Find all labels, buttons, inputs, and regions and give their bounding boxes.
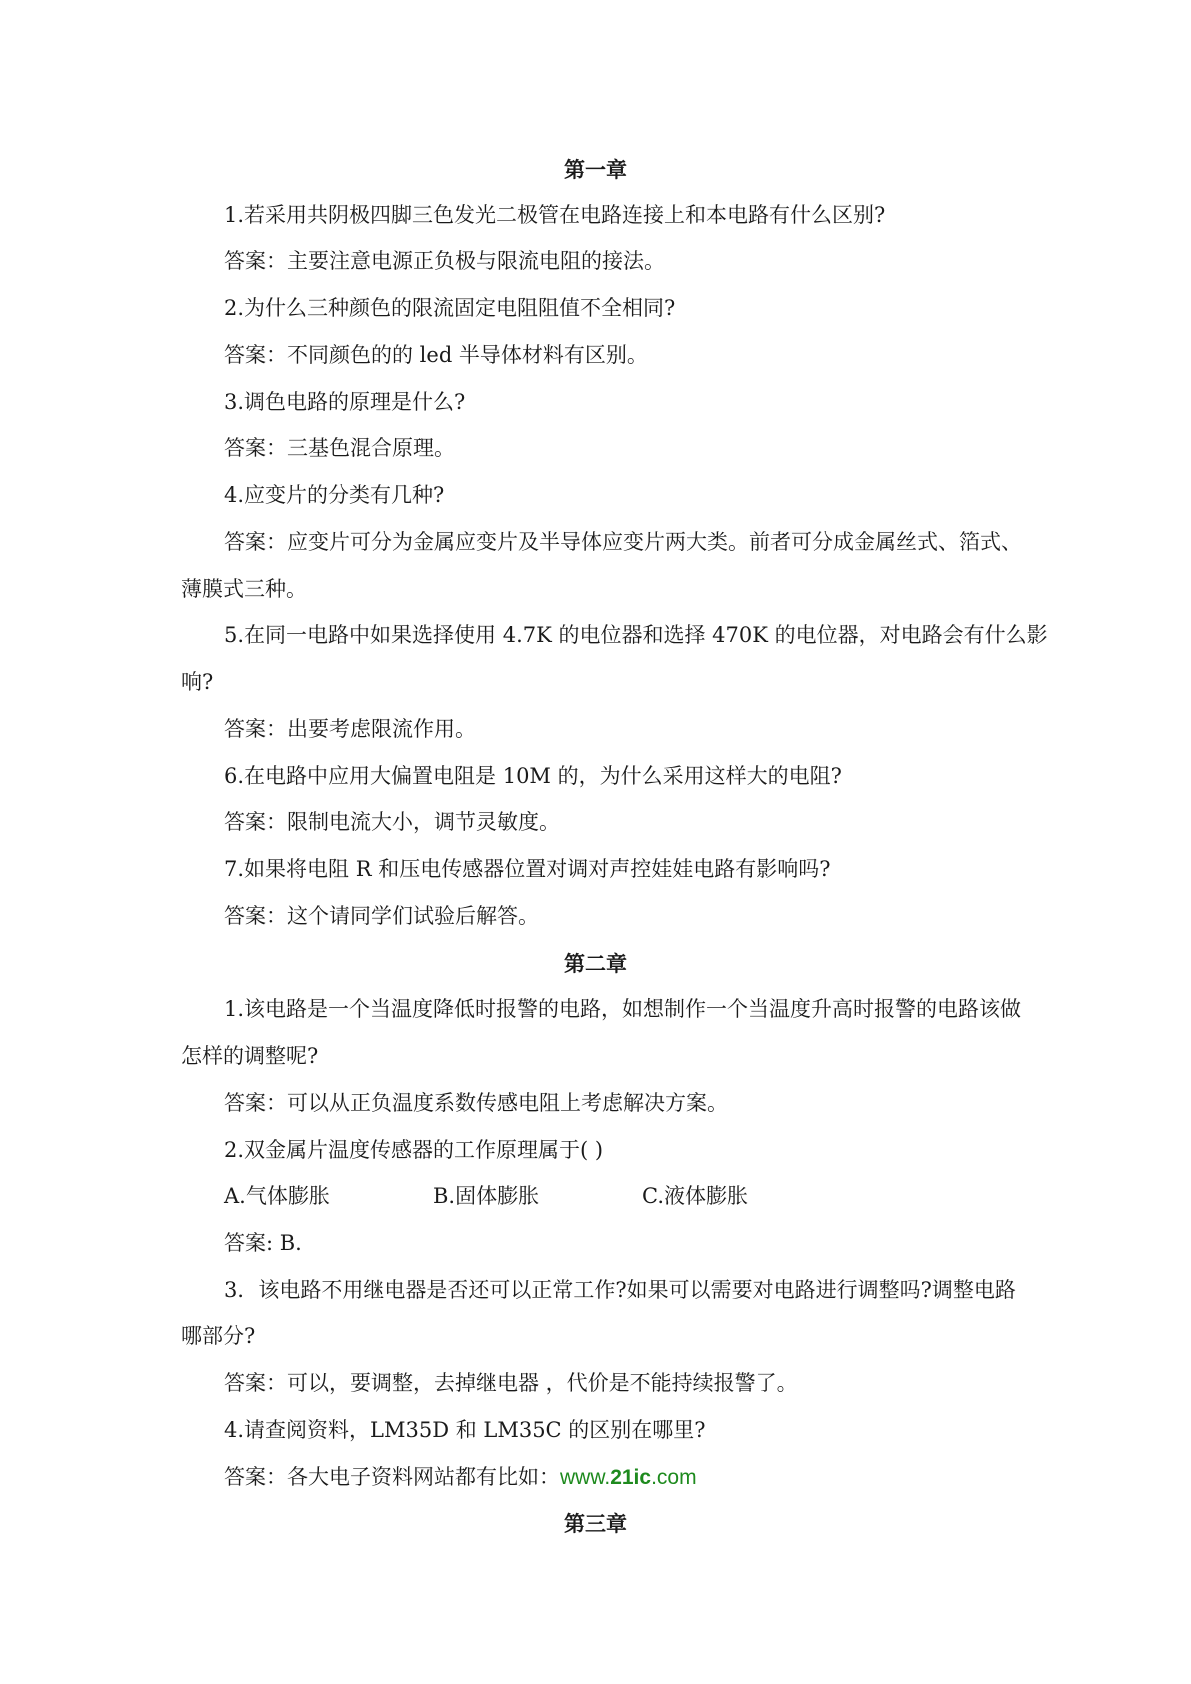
ch2-question-1-line-2: 怎样的调整呢? xyxy=(181,1044,319,1068)
ch1-question-7: 7.如果将电阻 R 和压电传感器位置对调对声控娃娃电路有影响吗? xyxy=(224,857,831,881)
ch2-question-3-line-2: 哪部分? xyxy=(181,1324,256,1348)
ch1-answer-4-line-1: 答案：应变片可分为金属应变片及半导体应变片两大类。前者可分成金属丝式、箔式、 xyxy=(224,530,1022,554)
ch1-question-4: 4.应变片的分类有几种? xyxy=(224,483,445,507)
chapter-1-heading: 第一章 xyxy=(564,157,627,182)
ch2-question-2: 2.双金属片温度传感器的工作原理属于( ) xyxy=(224,1138,604,1162)
ch2-answer-2: 答案: B. xyxy=(224,1231,302,1255)
ch1-answer-2: 答案：不同颜色的的 led 半导体材料有区别。 xyxy=(224,343,648,367)
ch2-answer-1: 答案：可以从正负温度系数传感电阻上考虑解决方案。 xyxy=(224,1091,728,1115)
option-b: B.固体膨胀 xyxy=(433,1184,540,1208)
ch1-question-5-line-1: 5.在同一电路中如果选择使用 4.7K 的电位器和选择 470K 的电位器，对电路会有什么影 xyxy=(224,623,1048,647)
link-suffix: .com xyxy=(651,1466,697,1489)
chapter-3-heading: 第三章 xyxy=(564,1511,627,1536)
ch1-answer-7: 答案：这个请同学们试验后解答。 xyxy=(224,904,539,928)
ch1-answer-1: 答案：主要注意电源正负极与限流电阻的接法。 xyxy=(224,249,665,273)
option-a: A.气体膨胀 xyxy=(224,1184,330,1208)
ch1-question-3: 3.调色电路的原理是什么? xyxy=(224,390,466,414)
ch1-question-6: 6.在电路中应用大偏置电阻是 10M 的，为什么采用这样大的电阻? xyxy=(224,764,842,788)
ch1-question-1: 1.若采用共阴极四脚三色发光二极管在电路连接上和本电路有什么区别? xyxy=(224,203,886,227)
ch1-answer-3: 答案：三基色混合原理。 xyxy=(224,436,455,460)
ch1-question-2: 2.为什么三种颜色的限流固定电阻阻值不全相同? xyxy=(224,296,676,320)
ch2-question-1-line-1: 1.该电路是一个当温度降低时报警的电路，如想制作一个当温度升高时报警的电路该做 xyxy=(224,997,1022,1021)
option-c: C.液体膨胀 xyxy=(642,1184,748,1208)
ch1-answer-4-line-2: 薄膜式三种。 xyxy=(181,577,307,601)
ch2-question-4: 4.请查阅资料，LM35D 和 LM35C 的区别在哪里? xyxy=(224,1418,706,1442)
ch2-answer-3: 答案：可以，要调整，去掉继电器 ，代价是不能持续报警了。 xyxy=(224,1371,798,1395)
ch1-question-5-line-2: 响? xyxy=(181,670,214,694)
ch1-answer-5: 答案：出要考虑限流作用。 xyxy=(224,717,476,741)
link-prefix: www. xyxy=(560,1466,611,1489)
ch2-answer-4 xyxy=(224,1465,697,1490)
link-bold: 21ic xyxy=(610,1466,652,1489)
chapter-2-heading: 第二章 xyxy=(564,951,627,976)
ch1-answer-6: 答案：限制电流大小，调节灵敏度。 xyxy=(224,810,560,834)
website-link[interactable] xyxy=(560,1466,697,1489)
ch2-answer-4-text: 答案：各大电子资料网站都有比如： xyxy=(224,1465,560,1489)
ch2-question-3-line-1: 3．该电路不用继电器是否还可以正常工作?如果可以需要对电路进行调整吗?调整电路 xyxy=(224,1278,1016,1302)
